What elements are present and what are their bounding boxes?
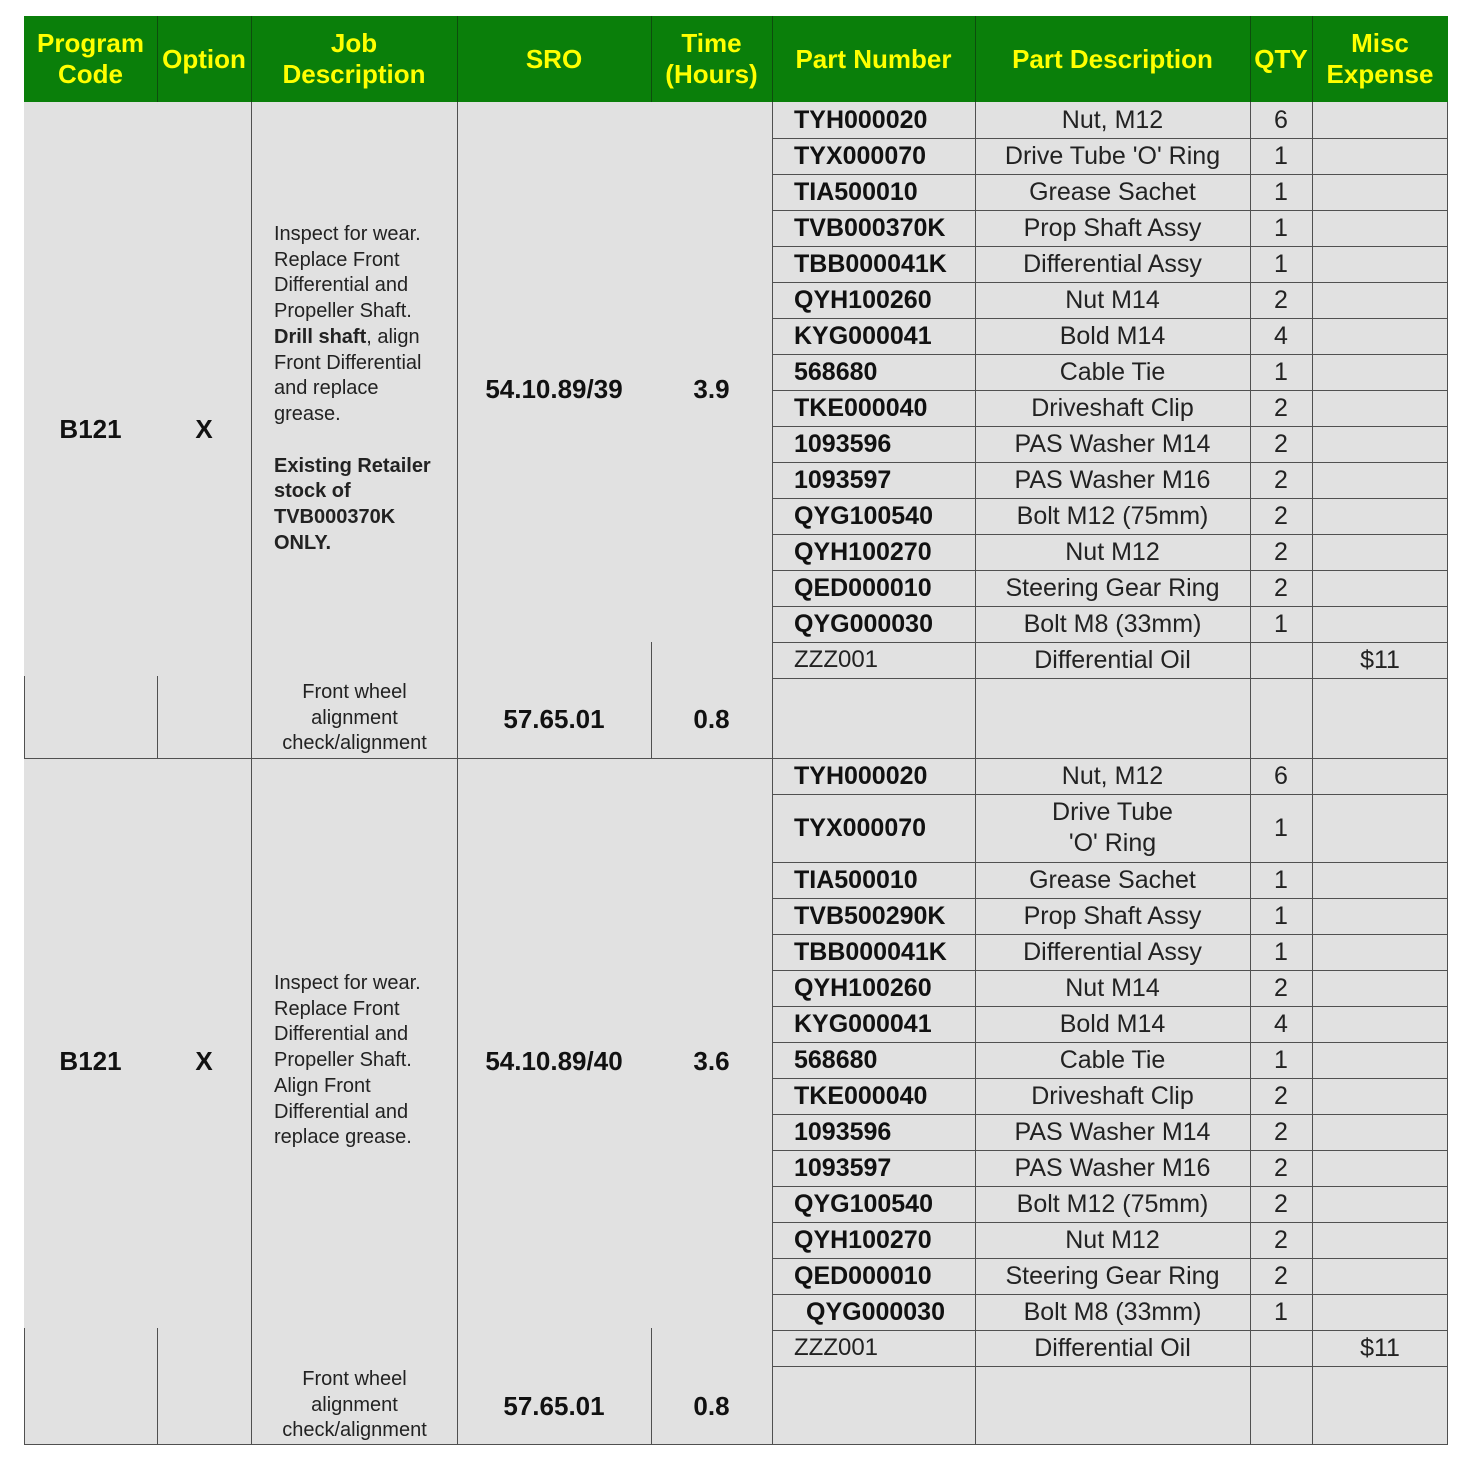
part-row [772, 246, 1448, 282]
part-misc-expense [1312, 282, 1448, 318]
part-misc-expense [1312, 1078, 1448, 1114]
alignment-sro-cell: 57.65.01 [503, 1390, 605, 1421]
alignment-sro-cell: 57.65.01 [503, 703, 605, 734]
part-qty: 1 [1274, 213, 1288, 242]
part-qty: 4 [1274, 1009, 1288, 1038]
job-line: Replace Front [274, 997, 400, 1020]
job-line: grease. [274, 402, 341, 425]
part-description: Nut, M12 [1061, 761, 1164, 790]
part-description: Differential Assy [1023, 249, 1202, 278]
sro-cell: 54.10.89/39 [485, 373, 623, 404]
part-misc-expense [1312, 1294, 1448, 1330]
part-qty [1250, 1330, 1312, 1366]
part-qty: 2 [1274, 429, 1288, 458]
labour-parts-table [24, 16, 1448, 1445]
part-misc-expense [1312, 898, 1448, 934]
part-qty: 2 [1274, 285, 1288, 314]
part-row [772, 794, 1448, 862]
part-qty: 1 [1274, 177, 1288, 206]
header-divider [1250, 16, 1251, 102]
job-drill-bold: Drill shaft [274, 325, 367, 348]
part-row [772, 642, 1448, 678]
part-row [772, 934, 1448, 970]
part-row [772, 758, 1448, 794]
part-qty: 1 [1274, 901, 1288, 930]
alignment-job-cell [252, 680, 457, 757]
header-sro: SRO [457, 16, 651, 102]
job-drill-rest: , align [366, 325, 420, 348]
part-row [772, 1150, 1448, 1186]
program-code-cell: B121 [59, 1045, 122, 1076]
part-number: QYG100540 [794, 501, 933, 530]
part-row [772, 1330, 1448, 1366]
part-row [772, 138, 1448, 174]
header-part-description: Part Description [975, 16, 1250, 102]
job-line: Align Front [274, 1074, 371, 1097]
part-row [772, 606, 1448, 642]
part-qty: 2 [1274, 465, 1288, 494]
time-cell: 3.6 [693, 1045, 730, 1076]
part-number: QYH100260 [794, 285, 932, 314]
part-description: PAS Washer M16 [1014, 465, 1211, 494]
column-line [251, 758, 252, 1445]
part-description: Steering Gear Ring [1005, 1261, 1220, 1290]
job-line: Replace Front [274, 248, 400, 271]
part-row [772, 970, 1448, 1006]
table-bottom-line [24, 1444, 1448, 1445]
part-misc-expense [1312, 1042, 1448, 1078]
part-misc-expense [1312, 174, 1448, 210]
part-description: Differential Oil [1034, 645, 1191, 674]
part-row [772, 862, 1448, 898]
part-misc-expense: $11 [1360, 1333, 1400, 1362]
part-misc-expense [1312, 934, 1448, 970]
header-part-number: Part Number [772, 16, 975, 102]
part-misc-expense [1312, 390, 1448, 426]
part-misc-expense [1312, 1222, 1448, 1258]
job-note-line: ONLY. [274, 531, 332, 554]
option-cell: X [195, 1045, 213, 1076]
alignment-line: alignment [311, 1393, 398, 1416]
part-number: ZZZ001 [794, 646, 879, 673]
alignment-job-cell [252, 1367, 457, 1444]
alignment-line: alignment [311, 706, 398, 729]
job-line: and replace [274, 377, 379, 400]
time-cell: 3.9 [693, 373, 730, 404]
part-description-line: Drive Tube [1052, 798, 1173, 826]
part-row [772, 898, 1448, 934]
part-description: Prop Shaft Assy [1023, 213, 1202, 242]
job-description-cell [274, 971, 456, 1151]
part-misc-expense [1312, 570, 1448, 606]
job-line: Differential and [274, 1023, 409, 1046]
part-qty: 1 [1274, 813, 1288, 842]
part-misc-expense [1312, 426, 1448, 462]
part-number: 568680 [794, 357, 878, 386]
part-misc-expense [1312, 1186, 1448, 1222]
part-description-lines [1052, 797, 1173, 859]
job-description-cell [274, 222, 456, 556]
alignment-line: Front wheel [302, 681, 407, 703]
part-qty: 1 [1274, 357, 1288, 386]
part-row [772, 1078, 1448, 1114]
job-line: Propeller Shaft. [274, 1049, 412, 1072]
part-number: 1093597 [794, 1153, 892, 1182]
part-number: QYG000030 [794, 609, 933, 638]
part-number: TVB500290K [794, 901, 946, 930]
part-number: KYG000041 [794, 1009, 932, 1038]
part-description: Grease Sachet [1029, 865, 1196, 894]
job-line: Inspect for wear. [274, 223, 421, 245]
part-number: TYX000070 [794, 141, 927, 170]
part-qty: 2 [1274, 1225, 1288, 1254]
part-number: 568680 [794, 1045, 878, 1074]
header-divider [975, 16, 976, 102]
part-row [772, 1186, 1448, 1222]
part-qty: 1 [1274, 1297, 1288, 1326]
part-description: Differential Assy [1023, 937, 1202, 966]
alignment-line: check/alignment [282, 732, 427, 754]
part-misc-expense [1312, 534, 1448, 570]
part-row [772, 102, 1448, 138]
spacer [274, 428, 456, 454]
part-number: QYH100260 [794, 973, 932, 1002]
part-number: TIA500010 [794, 177, 918, 206]
part-description: Bolt M8 (33mm) [1023, 1297, 1202, 1326]
part-description-line: 'O' Ring [1068, 829, 1157, 857]
part-qty: 2 [1274, 393, 1288, 422]
part-qty: 2 [1274, 1261, 1288, 1290]
header-job-description: Job Description [251, 16, 457, 102]
part-number: TVB000370K [794, 213, 946, 242]
part-description: Prop Shaft Assy [1023, 901, 1202, 930]
alignment-line: check/alignment [282, 1419, 427, 1441]
job-note-line: stock of [274, 480, 351, 503]
part-misc-expense: $11 [1360, 645, 1400, 674]
part-row [772, 570, 1448, 606]
part-row [772, 318, 1448, 354]
part-row [772, 498, 1448, 534]
part-qty: 1 [1274, 1045, 1288, 1074]
part-row [772, 210, 1448, 246]
job-line [274, 325, 456, 351]
part-misc-expense [1312, 498, 1448, 534]
part-number: QYH100270 [794, 537, 932, 566]
part-row [772, 534, 1448, 570]
part-description: PAS Washer M14 [1014, 1117, 1211, 1146]
part-qty: 1 [1274, 141, 1288, 170]
header-divider [157, 16, 158, 102]
part-number: TKE000040 [794, 1081, 928, 1110]
part-misc-expense [1312, 1114, 1448, 1150]
part-misc-expense [1312, 138, 1448, 174]
job-line: Differential and [274, 1100, 409, 1123]
part-description: Driveshaft Clip [1031, 393, 1194, 422]
part-qty: 1 [1274, 937, 1288, 966]
part-misc-expense [1312, 210, 1448, 246]
part-number: QED000010 [794, 573, 932, 602]
part-number: 1093596 [794, 429, 892, 458]
part-qty: 1 [1274, 865, 1288, 894]
sro-cell: 54.10.89/40 [485, 1045, 623, 1076]
part-description: PAS Washer M14 [1014, 429, 1211, 458]
part-qty: 1 [1274, 249, 1288, 278]
part-qty: 2 [1274, 1189, 1288, 1218]
part-row [772, 174, 1448, 210]
part-qty: 2 [1274, 537, 1288, 566]
part-description: Bolt M12 (75mm) [1016, 501, 1209, 530]
column-line [24, 1328, 25, 1445]
row-line [772, 678, 1448, 679]
part-number: ZZZ001 [794, 1334, 879, 1361]
column-line [157, 676, 158, 758]
part-row [772, 354, 1448, 390]
part-description: Bolt M8 (33mm) [1023, 609, 1202, 638]
column-line [457, 102, 458, 758]
part-number: TBB000041K [794, 249, 947, 278]
job-line: Inspect for wear. [274, 972, 421, 994]
header-qty: QTY [1250, 16, 1312, 102]
part-row [772, 390, 1448, 426]
part-qty: 2 [1274, 1081, 1288, 1110]
part-qty: 2 [1274, 1117, 1288, 1146]
header-time: Time (Hours) [651, 16, 772, 102]
header-divider [772, 16, 773, 102]
part-number: TYH000020 [794, 761, 928, 790]
part-misc-expense [1312, 1258, 1448, 1294]
alignment-line: Front wheel [302, 1368, 407, 1390]
part-number: TIA500010 [794, 865, 918, 894]
part-number: KYG000041 [794, 321, 932, 350]
part-description: Cable Tie [1059, 357, 1166, 386]
part-description: Grease Sachet [1029, 177, 1196, 206]
job-line: Propeller Shaft. [274, 300, 412, 323]
part-qty: 2 [1274, 1153, 1288, 1182]
part-qty: 2 [1274, 573, 1288, 602]
part-row [772, 426, 1448, 462]
part-row [772, 1294, 1448, 1330]
part-misc-expense [1312, 794, 1448, 862]
part-qty: 4 [1274, 321, 1288, 350]
part-number: QED000010 [794, 1261, 932, 1290]
part-number: 1093597 [794, 465, 892, 494]
part-description: PAS Washer M16 [1014, 1153, 1211, 1182]
part-number: TKE000040 [794, 393, 928, 422]
part-qty: 1 [1274, 609, 1288, 638]
part-description: Bold M14 [1059, 1009, 1166, 1038]
part-description: Bold M14 [1059, 321, 1166, 350]
program-code-cell: B121 [59, 413, 122, 444]
part-misc-expense [1312, 606, 1448, 642]
part-row [772, 1222, 1448, 1258]
part-misc-expense [1312, 318, 1448, 354]
column-line [157, 1328, 158, 1445]
part-description: Steering Gear Ring [1005, 573, 1220, 602]
header-misc-expense: Misc Expense [1312, 16, 1448, 102]
job-line: Front Differential [274, 351, 422, 374]
part-qty: 6 [1274, 105, 1288, 134]
header-divider [457, 16, 458, 102]
part-number: QYH100270 [794, 1225, 932, 1254]
alignment-time-cell: 0.8 [693, 1390, 730, 1421]
part-row [772, 1006, 1448, 1042]
part-misc-expense [1312, 1150, 1448, 1186]
part-number: 1093596 [794, 1117, 892, 1146]
job-line: Differential and [274, 274, 409, 297]
part-misc-expense [1312, 758, 1448, 794]
row-line [772, 1366, 1448, 1367]
part-number: TYH000020 [794, 105, 928, 134]
part-qty: 2 [1274, 973, 1288, 1002]
alignment-time-cell: 0.8 [693, 703, 730, 734]
part-misc-expense [1312, 1006, 1448, 1042]
part-description: Nut M12 [1065, 1225, 1160, 1254]
header-divider [1312, 16, 1313, 102]
part-misc-expense [1312, 246, 1448, 282]
part-number: QYG100540 [794, 1189, 933, 1218]
column-line [251, 102, 252, 758]
part-description: Drive Tube 'O' Ring [1004, 141, 1221, 170]
part-description: Differential Oil [1034, 1333, 1191, 1362]
part-misc-expense [1312, 462, 1448, 498]
part-row [772, 1258, 1448, 1294]
part-qty: 6 [1274, 761, 1288, 790]
part-misc-expense [1312, 102, 1448, 138]
part-description: Driveshaft Clip [1031, 1081, 1194, 1110]
option-cell: X [195, 413, 213, 444]
part-qty [1250, 642, 1312, 678]
part-misc-expense [1312, 970, 1448, 1006]
part-row [772, 1114, 1448, 1150]
part-description: Bolt M12 (75mm) [1016, 1189, 1209, 1218]
header-divider [251, 16, 252, 102]
part-misc-expense [1312, 354, 1448, 390]
header-program-code: Program Code [24, 16, 157, 102]
header-divider [651, 16, 652, 102]
part-description: Cable Tie [1059, 1045, 1166, 1074]
part-number: TYX000070 [794, 813, 927, 842]
header-option: Option [157, 16, 251, 102]
part-description: Nut M14 [1065, 285, 1160, 314]
part-description: Nut, M12 [1061, 105, 1164, 134]
job-line: replace grease. [274, 1126, 412, 1149]
job-note-line: TVB000370K [274, 506, 396, 529]
part-row [772, 462, 1448, 498]
part-description [975, 794, 1250, 862]
part-number: TBB000041K [794, 937, 947, 966]
column-line [24, 676, 25, 758]
part-number: QYG000030 [806, 1297, 945, 1326]
column-line [651, 642, 652, 758]
column-line [457, 758, 458, 1445]
part-qty: 2 [1274, 501, 1288, 530]
part-row [772, 1042, 1448, 1078]
part-row [772, 282, 1448, 318]
job-note-line: Existing Retailer [274, 454, 431, 477]
part-description: Nut M14 [1065, 973, 1160, 1002]
part-misc-expense [1312, 862, 1448, 898]
part-description: Nut M12 [1065, 537, 1160, 566]
column-line [651, 1328, 652, 1445]
